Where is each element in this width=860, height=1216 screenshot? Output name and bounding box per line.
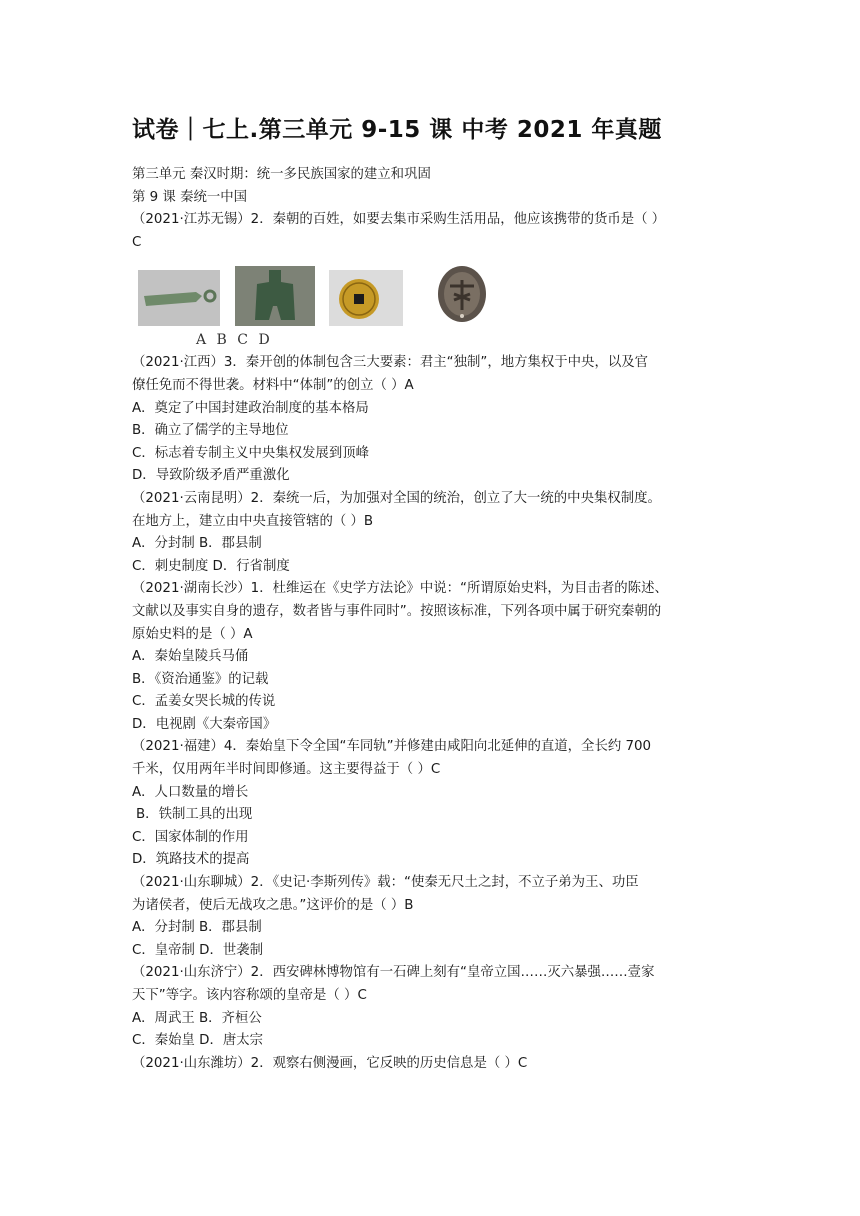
answer-option: C．国家体制的作用 [132,829,249,845]
lesson-heading: 第 9 课 秦统一中国 [132,189,248,205]
answer-option: C．标志着专制主义中央集权发展到顶峰 [132,445,369,461]
question-stem: 为诸侯者，使后无战攻之患。”这评价的是（ ）B [132,897,414,913]
answer-option: D．导致阶级矛盾严重激化 [132,468,290,484]
answer-option: A．分封制 B．郡县制 [132,536,262,552]
answer-option: C．秦始皇 D．唐太宗 [132,1033,264,1049]
question-stem: 在地方上，建立由中央直接管辖的（ ）B [132,513,374,529]
answer-option: A．秦始皇陵兵马俑 [132,649,249,665]
answer-option: D．筑路技术的提高 [132,852,250,868]
question-stem: 文献以及事实自身的遗存，数者皆与事件同时”。按照该标准，下列各项中属于研究秦朝的 [132,603,662,619]
answer-option: B．铁制工具的出现 [136,807,253,823]
answer-option: B．确立了儒学的主导地位 [132,423,289,439]
question-stem: 千米，仅用两年半时间即修通。这主要得益于（ ）C [132,762,441,778]
knife-coin-image [138,270,220,326]
coin-images [132,260,732,352]
question-stem: 僚任免而不得世袭。材料中“体制”的创立（ ）A [132,377,414,393]
question-stem: （2021·山东济宁）2．西安碑林博物馆有一石碑上刻有“皇帝立国……灭六暴强……壹家 [132,965,655,981]
question-stem: （2021·山东聊城）2．《史记·李斯列传》载：“使秦无尺土之封，不立子弟为王、功臣 [132,875,639,891]
answer-option: C．孟姜女哭长城的传说 [132,694,276,710]
spade-coin-image [235,266,315,326]
unit-heading: 第三单元 秦汉时期：统一多民族国家的建立和巩固 [132,167,431,182]
answer-option: B．《资治通鉴》的记载 [132,671,269,687]
coin-option-labels: A B C D [196,332,270,349]
question-stem: （2021·湖南长沙）1．杜维运在《史学方法论》中说：“所谓原始史料，为目击者的陈述、 [132,581,668,597]
answer-option: C．刺史制度 D．行省制度 [132,558,290,574]
question-stem: 原始史料的是（ ）A [132,626,253,642]
answer-option: A．分封制 B．郡县制 [132,920,262,936]
question-answer: C [132,234,142,250]
question-stem: （2021·云南昆明）2．秦统一后，为加强对全国的统治，创立了大一统的中央集权制度。 [132,490,661,506]
question-stem: （2021·江苏无锡）2．秦朝的百姓，如要去集市采购生活用品，他应该携带的货币是（ ） [132,212,666,228]
question-stem: （2021·福建）4．秦始皇下令全国“车同轨”并修建由咸阳向北延伸的直道，全长约 700 [132,739,652,755]
answer-option: C．皇帝制 D．世袭制 [132,942,264,958]
document-body [132,164,732,1075]
answer-option: A．奠定了中国封建政治制度的基本格局 [132,400,369,416]
question-stem: （2021·江西）3．秦开创的体制包含三大要素：君主“独制”，地方集权于中央，以及官 [132,355,649,371]
ant-nose-coin-image [432,260,498,332]
page-title: 试卷｜七上.第三单元 9-15 课 中考 2021 年真题 [132,117,662,143]
answer-option: A．人口数量的增长 [132,784,249,800]
answer-option: A．周武王 B．齐桓公 [132,1010,262,1026]
question-stem: （2021·山东潍坊）2．观察右侧漫画，它反映的历史信息是（ ）C [132,1055,528,1071]
answer-option: D．电视剧《大秦帝国》 [132,716,277,732]
question-stem: 天下”等字。该内容称颂的皇帝是（ ）C [132,988,367,1003]
ban-liang-coin-image [329,270,403,326]
